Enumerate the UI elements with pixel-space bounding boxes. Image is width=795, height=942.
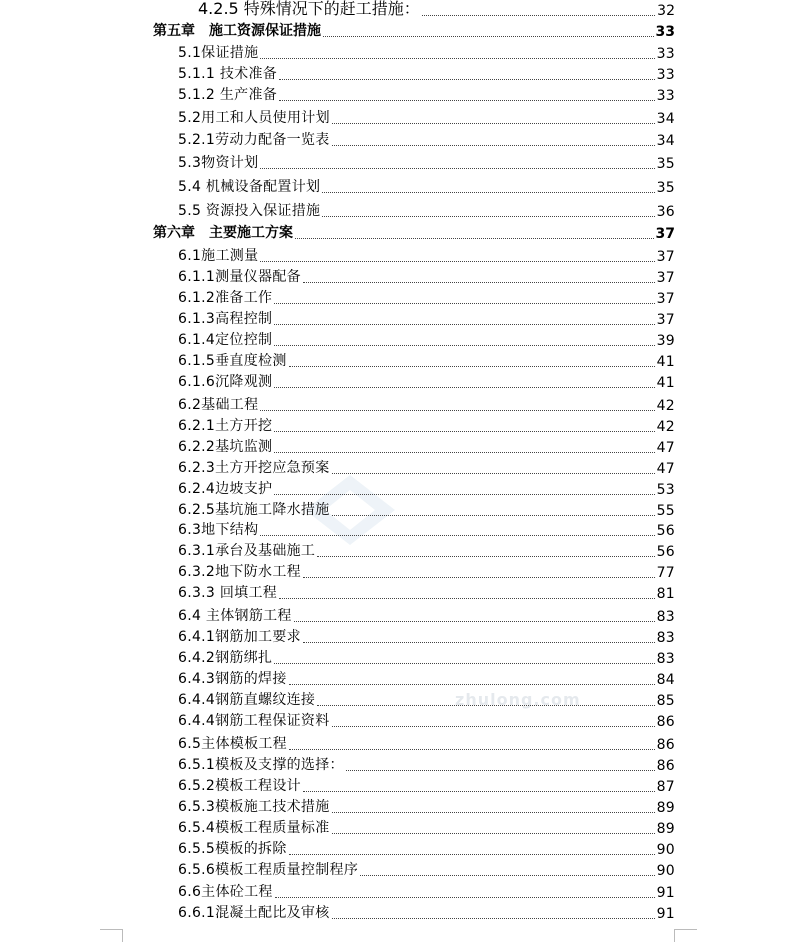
toc-entry[interactable]	[178, 416, 675, 436]
toc-entry[interactable]	[178, 606, 675, 626]
toc-entry[interactable]	[178, 85, 675, 105]
toc-page-number: 86	[656, 714, 675, 730]
toc-entry-title: 6.6主体砼工程	[178, 884, 273, 900]
toc-dot-leader	[332, 726, 655, 727]
toc-entry[interactable]	[178, 479, 675, 499]
toc-entry[interactable]	[178, 288, 675, 308]
toc-page-number: 41	[656, 354, 675, 370]
toc-page-number: 37	[656, 270, 675, 286]
toc-page-number: 47	[656, 440, 675, 456]
toc-dot-leader	[274, 324, 654, 325]
toc-dot-leader	[332, 515, 655, 516]
toc-dot-leader	[332, 123, 655, 124]
toc-entry-title: 5.2.1劳动力配备一览表	[178, 132, 330, 148]
toc-dot-leader	[303, 642, 655, 643]
toc-entry[interactable]	[178, 309, 675, 329]
toc-page-number: 32	[657, 3, 675, 19]
toc-entry[interactable]	[178, 711, 675, 731]
toc-entry[interactable]	[178, 903, 675, 923]
toc-entry-title: 6.5.3模板施工技术措施	[178, 799, 330, 815]
toc-entry[interactable]	[178, 351, 675, 371]
toc-entry-title: 6.3.3 回填工程	[178, 585, 278, 601]
toc-entry-title: 6.2.1土方开挖	[178, 418, 273, 434]
toc-entry-title: 5.3物资计划	[178, 155, 259, 171]
toc-entry-title: 6.1.5垂直度检测	[178, 353, 287, 369]
toc-chapter-entry[interactable]	[153, 21, 675, 41]
toc-entry-title: 5.4 机械设备配置计划	[178, 179, 321, 195]
toc-dot-leader	[332, 145, 655, 146]
toc-entry-title: 6.1施工测量	[178, 248, 259, 264]
toc-page-number: 37	[656, 291, 675, 307]
toc-entry-title: 6.5主体模板工程	[178, 736, 287, 752]
toc-page-number: 42	[656, 419, 675, 435]
toc-dot-leader	[275, 897, 655, 898]
toc-entry-title: 6.5.5模板的拆除	[178, 841, 287, 857]
toc-dot-leader	[279, 598, 655, 599]
toc-entry[interactable]	[178, 818, 675, 838]
toc-page-number: 55	[656, 503, 675, 519]
toc-entry[interactable]	[178, 330, 675, 350]
toc-dot-leader	[289, 749, 655, 750]
toc-entry-title: 6.4.2钢筋绑扎	[178, 650, 273, 666]
toc-page-number: 83	[656, 630, 675, 646]
toc-dot-leader	[317, 705, 654, 706]
toc-page-number: 85	[656, 693, 675, 709]
toc-entry-title: 6.5.6模板工程质量控制程序	[178, 862, 359, 878]
toc-dot-leader	[303, 282, 655, 283]
toc-entry-title: 6.4.4钢筋工程保证资料	[178, 713, 330, 729]
toc-entry-title: 5.1.2 生产准备	[178, 87, 278, 103]
toc-page-number: 56	[656, 523, 675, 539]
toc-entry-title: 6.2.5基坑施工降水措施	[178, 502, 330, 518]
toc-entry[interactable]	[178, 130, 675, 150]
toc-dot-leader	[260, 261, 654, 262]
toc-entry[interactable]	[178, 839, 675, 859]
toc-page-number: 36	[656, 204, 675, 220]
toc-dot-leader	[422, 15, 655, 16]
toc-dot-leader	[323, 36, 654, 37]
watermark-text: zhulong.com	[455, 690, 581, 709]
toc-page-number: 90	[656, 842, 675, 858]
toc-page-number: 89	[656, 821, 675, 837]
toc-entry-title: 5.2用工和人员使用计划	[178, 110, 330, 126]
toc-entry[interactable]	[178, 648, 675, 668]
toc-entry[interactable]	[178, 627, 675, 647]
toc-dot-leader	[274, 303, 654, 304]
toc-entry[interactable]	[178, 43, 675, 63]
toc-entry-title: 6.4.1钢筋加工要求	[178, 629, 301, 645]
toc-dot-leader	[295, 238, 654, 239]
toc-page-number: 81	[656, 586, 675, 602]
toc-entry-title: 6.5.2模板工程设计	[178, 778, 301, 794]
toc-page-number: 86	[656, 758, 675, 774]
toc-entry[interactable]	[178, 562, 675, 582]
toc-entry[interactable]	[178, 583, 675, 603]
toc-entry-title: 6.1.1测量仪器配备	[178, 269, 301, 285]
toc-dot-leader	[274, 345, 654, 346]
toc-entry[interactable]	[178, 437, 675, 457]
toc-entry[interactable]	[178, 153, 675, 173]
toc-entry[interactable]	[178, 541, 675, 561]
toc-entry[interactable]	[178, 267, 675, 287]
toc-entry[interactable]	[178, 669, 675, 689]
toc-page-number: 33	[655, 24, 675, 40]
toc-page-number: 89	[656, 800, 675, 816]
toc-entry-title: 6.2.3土方开挖应急预案	[178, 460, 330, 476]
toc-entry[interactable]	[178, 520, 675, 540]
toc-dot-leader	[289, 366, 655, 367]
toc-dot-leader	[317, 556, 654, 557]
toc-chapter-entry[interactable]	[153, 223, 675, 243]
toc-entry-title: 6.4.3钢筋的焊接	[178, 671, 287, 687]
toc-entry-title: 6.5.1模板及支撑的选择：	[178, 757, 344, 773]
toc-dot-leader	[322, 192, 654, 193]
toc-dot-leader	[294, 621, 655, 622]
toc-dot-leader	[279, 79, 655, 80]
toc-entry-title: 第六章 主要施工方案	[153, 225, 293, 241]
toc-entry-title: 6.4 主体钢筋工程	[178, 608, 292, 624]
toc-entry-title: 6.5.4模板工程质量标准	[178, 820, 330, 836]
toc-dot-leader	[289, 684, 655, 685]
toc-dot-leader	[303, 791, 655, 792]
toc-entry-title: 5.1保证措施	[178, 45, 259, 61]
toc-entry-title: 6.4.4钢筋直螺纹连接	[178, 692, 316, 708]
toc-entry-title: 5.5 资源投入保证措施	[178, 203, 321, 219]
toc-entry[interactable]	[178, 395, 675, 415]
toc-dot-leader	[274, 431, 654, 432]
toc-page-number: 35	[656, 180, 675, 196]
toc-dot-leader	[332, 473, 655, 474]
toc-page-number: 90	[656, 863, 675, 879]
toc-dot-leader	[303, 577, 655, 578]
toc-entry[interactable]	[178, 64, 675, 84]
toc-entry-title: 6.1.6沉降观测	[178, 374, 273, 390]
toc-dot-leader	[332, 812, 655, 813]
toc-dot-leader	[260, 535, 654, 536]
toc-entry-title: 6.2基础工程	[178, 397, 259, 413]
toc-entry[interactable]	[198, 0, 675, 20]
toc-page-number: 83	[656, 609, 675, 625]
page-corner-mark-left	[100, 929, 123, 942]
toc-dot-leader	[279, 100, 655, 101]
toc-entry[interactable]	[178, 690, 675, 710]
toc-page-number: 39	[656, 333, 675, 349]
toc-page-number: 42	[656, 398, 675, 414]
toc-page-number: 37	[655, 226, 675, 242]
toc-entry[interactable]	[178, 860, 675, 880]
toc-dot-leader	[274, 452, 654, 453]
toc-entry[interactable]	[178, 882, 675, 902]
toc-entry-title: 6.2.4边坡支护	[178, 481, 273, 497]
toc-entry-title: 第五章 施工资源保证措施	[153, 23, 321, 39]
toc-entry-title: 6.3.2地下防水工程	[178, 564, 301, 580]
toc-entry-title: 4.2.5 特殊情况下的赶工措施：	[198, 0, 420, 18]
toc-dot-leader	[260, 58, 654, 59]
toc-page-number: 34	[656, 111, 675, 127]
toc-dot-leader	[260, 410, 654, 411]
toc-entry[interactable]	[178, 108, 675, 128]
toc-page-number: 77	[656, 565, 675, 581]
toc-page-number: 41	[656, 375, 675, 391]
toc-page-number: 53	[656, 482, 675, 498]
toc-dot-leader	[260, 168, 654, 169]
page-corner-mark-right	[674, 929, 697, 942]
toc-page-number: 87	[656, 779, 675, 795]
toc-entry-title: 6.1.2准备工作	[178, 290, 273, 306]
toc-page-number: 86	[656, 737, 675, 753]
toc-entry[interactable]	[178, 776, 675, 796]
toc-entry[interactable]	[178, 734, 675, 754]
toc-page-number: 37	[656, 312, 675, 328]
toc-page-number: 47	[656, 461, 675, 477]
toc-entry[interactable]	[178, 500, 675, 520]
toc-dot-leader	[332, 833, 655, 834]
toc-entry[interactable]	[178, 755, 675, 775]
toc-page-number: 83	[656, 651, 675, 667]
toc-entry[interactable]	[178, 201, 675, 221]
toc-entry[interactable]	[178, 246, 675, 266]
toc-entry[interactable]	[178, 372, 675, 392]
toc-dot-leader	[346, 770, 655, 771]
toc-page-number: 35	[656, 156, 675, 172]
toc-entry-title: 6.1.3高程控制	[178, 311, 273, 327]
toc-page-number: 56	[656, 544, 675, 560]
toc-dot-leader	[274, 494, 654, 495]
toc-entry[interactable]	[178, 797, 675, 817]
toc-page-number: 33	[656, 88, 675, 104]
toc-page-number: 34	[656, 133, 675, 149]
toc-entry-title: 6.3地下结构	[178, 522, 259, 538]
toc-entry[interactable]	[178, 458, 675, 478]
toc-page-number: 33	[656, 46, 675, 62]
toc-dot-leader	[322, 216, 654, 217]
toc-dot-leader	[274, 663, 654, 664]
toc-dot-leader	[360, 875, 654, 876]
toc-entry-title: 6.2.2基坑监测	[178, 439, 273, 455]
toc-page-number: 33	[656, 67, 675, 83]
toc-entry-title: 6.6.1混凝土配比及审核	[178, 905, 330, 921]
toc-dot-leader	[289, 854, 655, 855]
toc-page-number: 91	[656, 906, 675, 922]
toc-page-number: 91	[656, 885, 675, 901]
toc-entry[interactable]	[178, 177, 675, 197]
toc-dot-leader	[332, 918, 655, 919]
toc-page-number: 84	[656, 672, 675, 688]
toc-page-number: 37	[656, 249, 675, 265]
toc-entry-title: 6.3.1承台及基础施工	[178, 543, 316, 559]
toc-entry-title: 5.1.1 技术准备	[178, 66, 278, 82]
toc-dot-leader	[274, 387, 654, 388]
toc-entry-title: 6.1.4定位控制	[178, 332, 273, 348]
